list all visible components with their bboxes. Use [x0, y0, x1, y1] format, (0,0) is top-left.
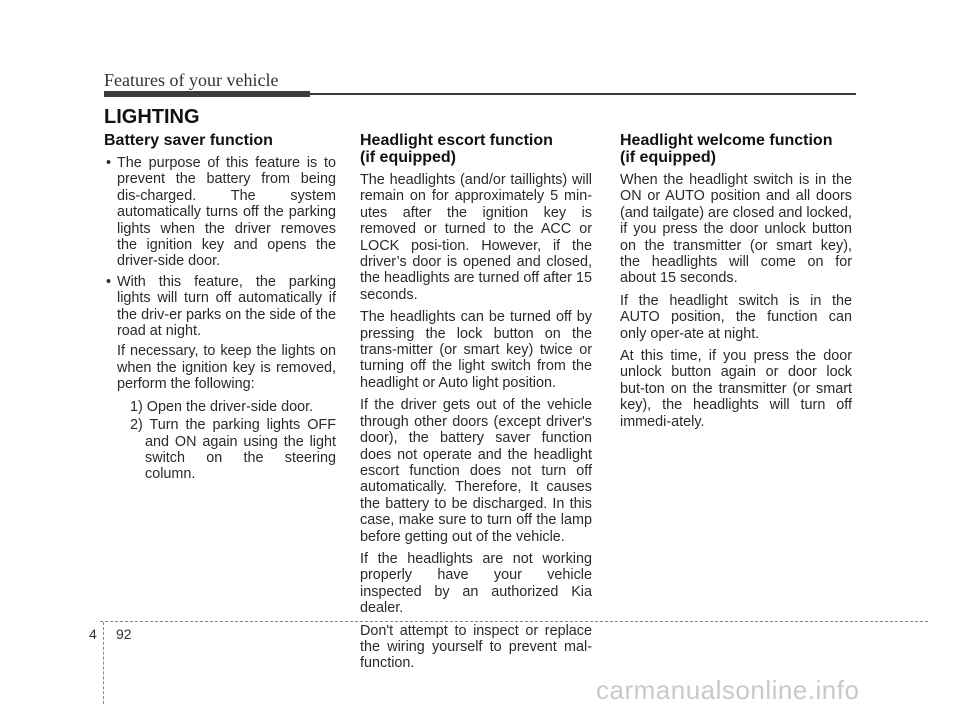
- headlight-escort-heading: [360, 132, 592, 166]
- chapter-title: Features of your vehicle: [104, 70, 279, 90]
- watermark: carmanualsonline.info: [596, 675, 860, 705]
- headlight-escort-paragraph-1: The headlights (and/or taillights) will remain on for approximately 5 min-utes after the ignition key is removed or turned to the ACC or LOCK posi-tion. However, if the driver’s door is opened and closed, the headlights are turned off after 15 seconds.: [360, 172, 592, 303]
- battery-saver-heading: Battery saver function: [104, 132, 273, 149]
- header-rule-thin: [310, 93, 856, 95]
- column-battery-saver: [104, 132, 336, 485]
- headlight-welcome-paragraph-2: If the headlight switch is in the AUTO position, the function can only oper-ate at night.: [620, 292, 852, 342]
- headlight-escort-paragraph-2: The headlights can be turned off by pressing the lock button on the trans-mitter (or smart key) twice or turning off the light switch from the headlight or Auto light position.: [360, 309, 592, 391]
- battery-saver-bullet-1: • The purpose of this feature is to prevent the battery from being dis-charged. The system automatically turns off the parking lights when the driver removes the ignition key and opens the driver-side door.: [104, 155, 336, 270]
- headlight-escort-paragraph-5: Don't attempt to inspect or replace the wiring yourself to prevent mal-function.: [360, 622, 592, 672]
- battery-saver-step-1: 1) Open the driver-side door.: [130, 398, 314, 415]
- headlight-escort-paragraph-4: If the headlights are not working properly have your vehicle inspected by an authorized Kia dealer.: [360, 550, 592, 617]
- headlight-welcome-paragraph-1: When the headlight switch is in the ON or AUTO position and all doors (and tailgate) are closed and locked, if you press the door unlock button on the transmitter (or smart key), the headlights will come on for about 15 seconds.: [620, 172, 852, 287]
- battery-saver-note: If necessary, to keep the lights on when the ignition key is removed, perform the following:: [117, 343, 336, 393]
- headlight-escort-heading-line1: Headlight escort function: [360, 132, 553, 149]
- section-title: LIGHTING: [104, 106, 200, 128]
- battery-saver-bullet-2: • With this feature, the parking lights will turn off automatically if the driv-er parks on the side of the road at night.: [104, 274, 336, 340]
- headlight-escort-paragraph-3: If the driver gets out of the vehicle through other doors (except driver's door), the battery saver function does not operate and the headlight escort function does not turn off automatically. Therefore, It causes the battery to be discharged. In this case, make sure to turn off the lamp before getting out of the vehicle.: [360, 397, 592, 545]
- footer-chapter-number: 4: [89, 626, 97, 642]
- footer-dashed-rule: [100, 621, 928, 622]
- headlight-welcome-heading-line2: (if equipped): [620, 149, 716, 166]
- column-headlight-escort: [360, 132, 592, 678]
- battery-saver-step-2: 2) Turn the parking lights OFF and ON again using the light switch on the steering column.: [130, 417, 336, 483]
- footer-vertical-dashed-rule: [103, 622, 104, 704]
- footer-page-number: 92: [116, 626, 132, 642]
- headlight-welcome-paragraph-3: At this time, if you press the door unlock button again or door lock but-ton on the transmitter (or smart key), the headlights will turn off immedi-ately.: [620, 348, 852, 430]
- headlight-welcome-heading: [620, 132, 852, 166]
- headlight-escort-heading-line2: (if equipped): [360, 149, 456, 166]
- header-rule-thick: [104, 91, 310, 97]
- headlight-welcome-heading-line1: Headlight welcome function: [620, 132, 833, 149]
- column-headlight-welcome: [620, 132, 852, 436]
